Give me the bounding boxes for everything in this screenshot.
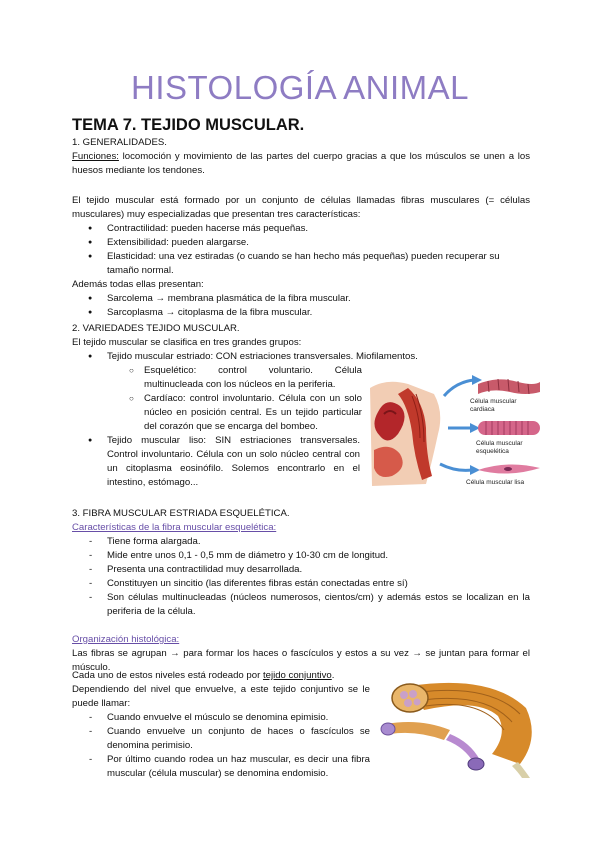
caracteristicas-heading: Características de la fibra muscular esquelética: (72, 522, 277, 533)
funciones-label: Funciones: (72, 151, 119, 162)
organizacion-list (72, 711, 370, 781)
list-item-perimisio: - Cuando envuelve un conjunto de haces o fascículos se denomina perimisio. (72, 725, 370, 753)
arrow-cardiac (444, 380, 474, 396)
org-p2-text: Cada uno de estos niveles está rodeado por (72, 670, 263, 681)
list-item-liso: ● Tejido muscular liso: SIN estriaciones transversales. Control involuntario. Célula con un solo núcleo central con un citoplasma eosinófilo. Solemos encontrarlo en el intestino, estómago... (72, 434, 360, 490)
muscle-structure-illustration (380, 668, 540, 780)
document-title: HISTOLOGÍA ANIMAL (130, 69, 469, 106)
organizacion-paragraph-2 (72, 669, 370, 683)
section-1 (72, 136, 530, 320)
fig-label-cardiac: Célula muscular cardiaca (470, 398, 517, 413)
section-3 (72, 507, 530, 675)
muscle-structure-svg (380, 668, 540, 780)
intro-paragraph: El tejido muscular está formado por un conjunto de células llamadas fibras musculares (= células musculares) muy especializadas que presentan tres características: (72, 195, 530, 220)
fiber-end (468, 758, 484, 770)
section-3-continued (72, 669, 370, 781)
list-item-endomisio: - Por último cuando rodea un haz muscular, es decir una fibra muscular (célula muscular) se denomina endomisio. (72, 753, 370, 781)
arrow-smooth (440, 464, 472, 470)
list-item-estriado: ● Tejido muscular estriado: CON estriaciones transversales. Miofilamentos. (72, 350, 530, 364)
ademas-text: Además todas ellas presentan: (72, 279, 204, 290)
list-item-cardiaco: ○ Cardíaco: control involuntario. Célula con un solo núcleo en posición central. Es un tejido particular del corazón que se encarga del bombeo. (72, 392, 362, 434)
fascicle-2 (409, 690, 417, 698)
fascicle-3 (404, 699, 412, 707)
list-item-epimisio: - Cuando envuelve el músculo se denomina epimisio. (72, 711, 370, 725)
properties-list (72, 222, 530, 278)
list-item: - Son células multinucleadas (núcleos numerosos, cientos/cm) y además estos se localizan en la periferia de la célula. (72, 591, 530, 619)
section-2-intro: El tejido muscular se clasifica en tres grandes grupos: (72, 337, 302, 348)
muscle-types-svg (368, 372, 540, 494)
funciones-text: locomoción y movimiento de las partes del cuerpo gracias a que los músculos se unen a los huesos mediante los tendones. (72, 151, 530, 176)
list-item: ● Sarcolema → membrana plasmática de la fibra muscular. (72, 292, 530, 306)
tejido-conjuntivo-link: tejido conjuntivo (262, 670, 332, 681)
fascicle-4 (414, 699, 421, 706)
list-item: - Tiene forma alargada. (72, 535, 530, 549)
liso-list (72, 434, 360, 490)
list-item-esqueletico: ○ Esquelético: control voluntario. Célula multinucleada con los núcleos en la periferia. (72, 364, 362, 392)
fascicle-end (381, 723, 395, 735)
list-item: ● Contractilidad: pueden hacerse más pequeñas. (72, 222, 530, 236)
extra-list (72, 292, 530, 320)
organizacion-paragraph-3: Dependiendo del nivel que envuelve, a este tejido conjuntivo se le puede llamar: (72, 684, 370, 709)
fig-label-skeletal: Célula muscular esquelética (476, 440, 523, 455)
list-item: ● Elasticidad: una vez estiradas (o cuando se han hecho más pequeñas) pueden recuperar su tamaño normal. (72, 250, 530, 278)
section-3-heading: 3. FIBRA MUSCULAR ESTRIADA ESQUELÉTICA. (72, 508, 290, 519)
list-item: ● Sarcoplasma → citoplasma de la fibra muscular. (72, 306, 530, 320)
section-1-heading: 1. GENERALIDADES. (72, 137, 167, 148)
fig-label-smooth: Célula muscular lisa (466, 479, 525, 486)
skeletal-cell (478, 421, 540, 435)
varieties-list (72, 350, 530, 364)
caracteristicas-list (72, 535, 530, 619)
fascicle-1 (400, 691, 408, 699)
list-item: - Mide entre unos 0,1 - 0,5 mm de diámetro y 10-30 cm de longitud. (72, 549, 530, 563)
organizacion-heading: Organización histológica: (72, 634, 180, 645)
fascicle-bundle (386, 722, 450, 740)
muscle-cross-section (392, 684, 428, 712)
section-2-heading: 2. VARIEDADES TEJIDO MUSCULAR. (72, 323, 240, 334)
list-item: - Presenta una contractilidad muy desarrollada. (72, 563, 530, 577)
list-item: ● Extensibilidad: pueden alargarse. (72, 236, 530, 250)
estriado-sublist (72, 364, 362, 434)
muscle-types-illustration (368, 372, 540, 494)
list-item: - Constituyen un sincitio (las diferentes fibras están conectadas entre sí) (72, 577, 530, 591)
tema-heading: TEMA 7. TEJIDO MUSCULAR. (72, 116, 305, 134)
org-p2-end: . (331, 670, 335, 681)
organizacion-paragraph-1: Las fibras se agrupan → para formar los haces o fascículos y estos a su vez → se juntan para formar el músculo. (72, 648, 530, 673)
tendon (512, 762, 530, 778)
funciones-paragraph (72, 150, 530, 178)
smooth-cell-nucleus (504, 467, 512, 471)
